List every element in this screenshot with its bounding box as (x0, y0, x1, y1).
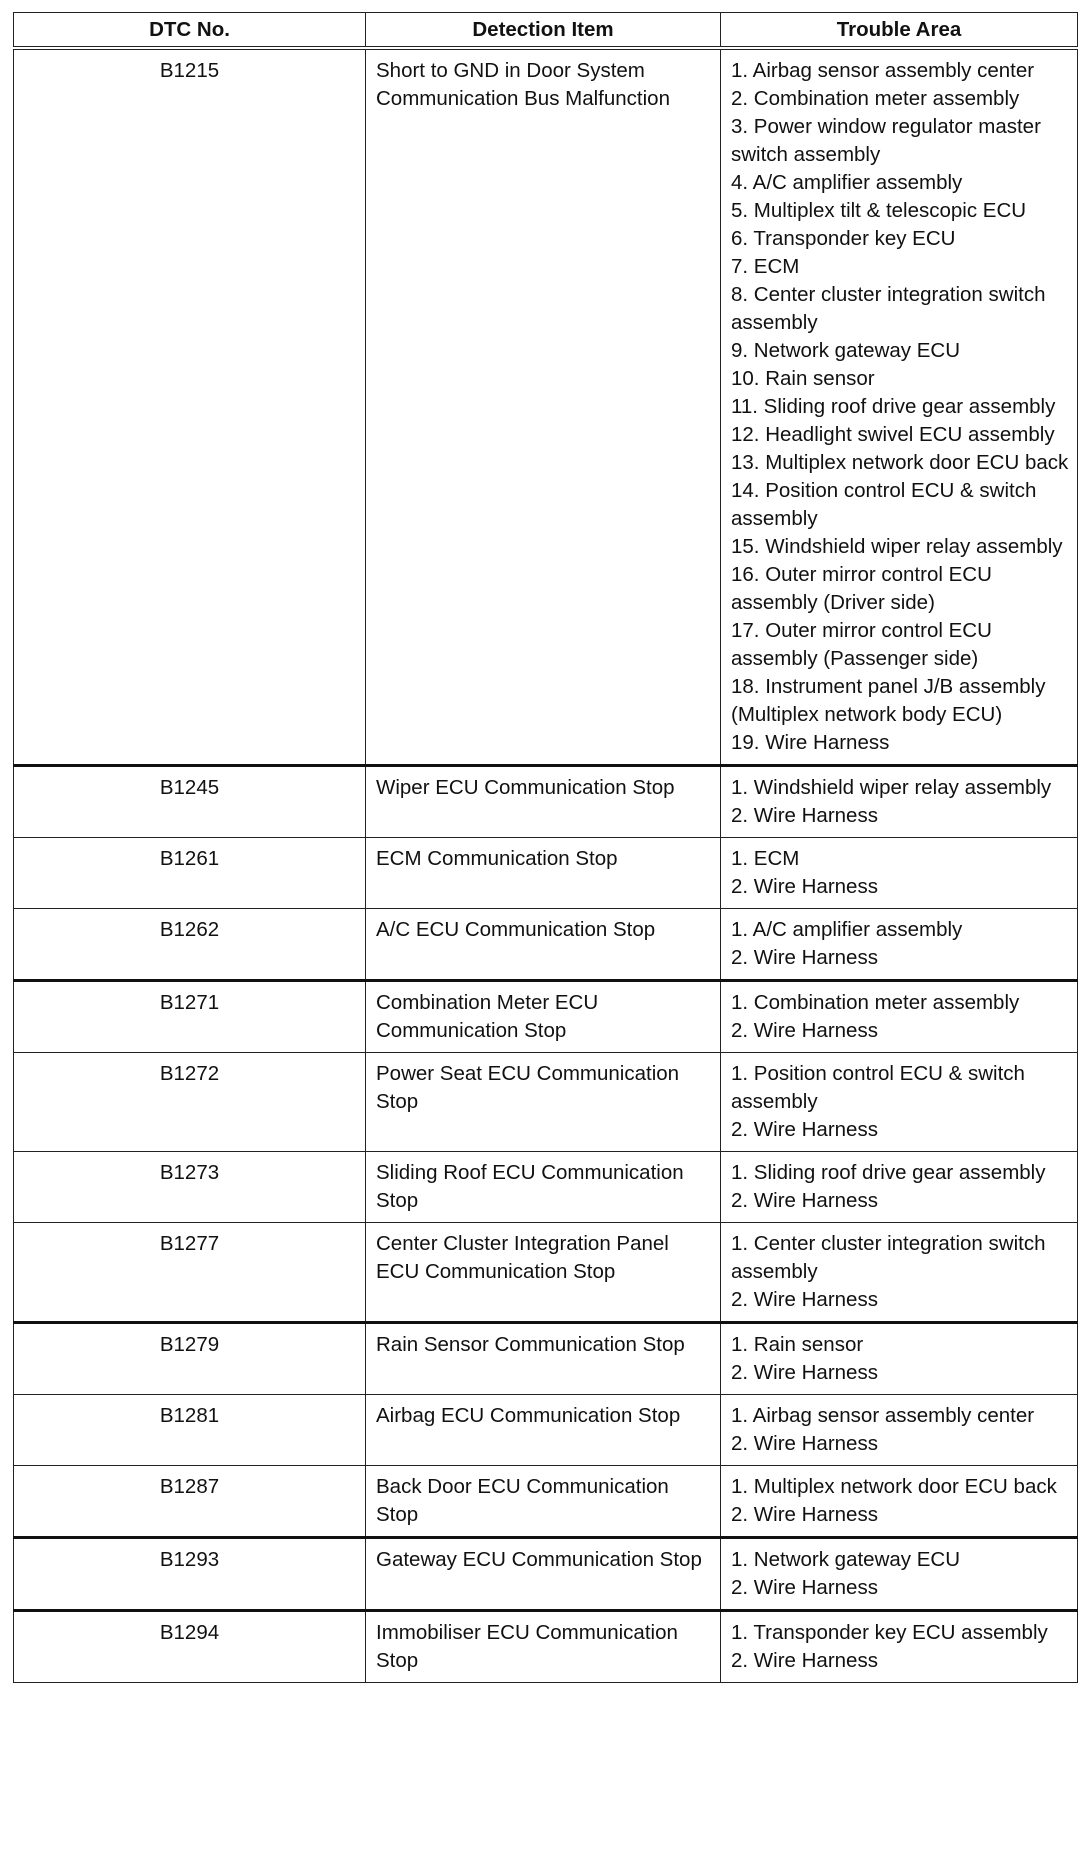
trouble-area-item: 1. Airbag sensor assembly center (731, 1404, 1035, 1427)
trouble-area-item: 2. Wire Harness (731, 1288, 878, 1311)
trouble-area-item: 1. Rain sensor (731, 1333, 864, 1356)
dtc-table-container (13, 12, 1077, 1683)
trouble-area-cell (721, 1395, 1078, 1466)
dtc-code-cell: B1273 (14, 1152, 366, 1223)
trouble-area-item: 1. Combination meter assembly (731, 991, 1020, 1014)
trouble-area-item: 11. Sliding roof drive gear assembly (731, 395, 1056, 418)
table-row (14, 1395, 1078, 1466)
dtc-code-cell: B1245 (14, 766, 366, 838)
dtc-code-cell: B1277 (14, 1223, 366, 1323)
trouble-area-item: 1. Position control ECU & switch assembly (731, 1062, 1025, 1113)
detection-item-cell: Short to GND in Door System Communication Bus Malfunction (366, 48, 721, 766)
trouble-area-item: 1. Sliding roof drive gear assembly (731, 1161, 1046, 1184)
table-row (14, 48, 1078, 766)
detection-item-cell: Immobiliser ECU Communication Stop (366, 1611, 721, 1683)
trouble-area-cell (721, 48, 1078, 766)
trouble-area-item: 2. Wire Harness (731, 946, 878, 969)
detection-item-cell: Back Door ECU Communication Stop (366, 1466, 721, 1538)
trouble-area-cell (721, 1538, 1078, 1611)
trouble-area-item: 8. Center cluster integration switch assembly (731, 283, 1046, 334)
trouble-area-item: 2. Wire Harness (731, 875, 878, 898)
table-row (14, 1323, 1078, 1395)
table-row (14, 1466, 1078, 1538)
dtc-code-cell: B1262 (14, 909, 366, 981)
trouble-area-cell (721, 1223, 1078, 1323)
table-row (14, 766, 1078, 838)
detection-item-cell: Sliding Roof ECU Communication Stop (366, 1152, 721, 1223)
trouble-area-item: 18. Instrument panel J/B assembly (Multiplex network body ECU) (731, 675, 1046, 726)
trouble-area-cell (721, 1611, 1078, 1683)
detection-item-cell: Gateway ECU Communication Stop (366, 1538, 721, 1611)
trouble-area-item: 2. Wire Harness (731, 1503, 878, 1526)
trouble-area-item: 6. Transponder key ECU (731, 227, 956, 250)
header-trouble-area: Trouble Area (721, 13, 1078, 49)
detection-item-cell: Airbag ECU Communication Stop (366, 1395, 721, 1466)
trouble-area-item: 3. Power window regulator master switch assembly (731, 115, 1041, 166)
trouble-area-cell (721, 981, 1078, 1053)
trouble-area-item: 5. Multiplex tilt & telescopic ECU (731, 199, 1027, 222)
trouble-area-item: 2. Wire Harness (731, 1019, 878, 1042)
detection-item-cell: Wiper ECU Communication Stop (366, 766, 721, 838)
table-row (14, 1538, 1078, 1611)
trouble-area-item: 1. Center cluster integration switch assembly (731, 1232, 1046, 1283)
detection-item-cell: A/C ECU Communication Stop (366, 909, 721, 981)
trouble-area-cell (721, 1466, 1078, 1538)
dtc-code-cell: B1261 (14, 838, 366, 909)
dtc-code-cell: B1279 (14, 1323, 366, 1395)
detection-item-cell: Center Cluster Integration Panel ECU Communication Stop (366, 1223, 721, 1323)
trouble-area-item: 19. Wire Harness (731, 731, 890, 754)
table-row (14, 909, 1078, 981)
header-detection-item: Detection Item (366, 13, 721, 49)
detection-item-cell: Rain Sensor Communication Stop (366, 1323, 721, 1395)
dtc-code-cell: B1287 (14, 1466, 366, 1538)
dtc-code-cell: B1271 (14, 981, 366, 1053)
trouble-area-cell (721, 909, 1078, 981)
trouble-area-item: 1. Multiplex network door ECU back (731, 1475, 1057, 1498)
dtc-code-cell: B1215 (14, 48, 366, 766)
table-row (14, 1223, 1078, 1323)
trouble-area-item: 2. Wire Harness (731, 1576, 878, 1599)
trouble-area-item: 7. ECM (731, 255, 800, 278)
trouble-area-item: 12. Headlight swivel ECU assembly (731, 423, 1055, 446)
trouble-area-item: 16. Outer mirror control ECU assembly (Driver side) (731, 563, 992, 614)
trouble-area-item: 2. Wire Harness (731, 1118, 878, 1141)
trouble-area-item: 1. Network gateway ECU (731, 1548, 961, 1571)
trouble-area-item: 2. Wire Harness (731, 1432, 878, 1455)
trouble-area-item: 15. Windshield wiper relay assembly (731, 535, 1063, 558)
trouble-area-item: 13. Multiplex network door ECU back (731, 451, 1069, 474)
table-row (14, 1611, 1078, 1683)
trouble-area-cell (721, 1152, 1078, 1223)
detection-item-cell: Combination Meter ECU Communication Stop (366, 981, 721, 1053)
header-dtc-no: DTC No. (14, 13, 366, 49)
trouble-area-item: 1. ECM (731, 847, 800, 870)
detection-item-cell: ECM Communication Stop (366, 838, 721, 909)
trouble-area-cell (721, 1323, 1078, 1395)
table-body (14, 48, 1078, 1683)
dtc-code-cell: B1293 (14, 1538, 366, 1611)
trouble-area-item: 9. Network gateway ECU (731, 339, 961, 362)
detection-item-cell: Power Seat ECU Communication Stop (366, 1053, 721, 1152)
trouble-area-item: 14. Position control ECU & switch assembly (731, 479, 1037, 530)
trouble-area-item: 1. Airbag sensor assembly center (731, 59, 1035, 82)
trouble-area-item: 1. Windshield wiper relay assembly (731, 776, 1052, 799)
trouble-area-cell (721, 838, 1078, 909)
trouble-area-cell (721, 766, 1078, 838)
trouble-area-item: 2. Wire Harness (731, 1189, 878, 1212)
dtc-code-cell: B1281 (14, 1395, 366, 1466)
table-row (14, 1053, 1078, 1152)
table-row (14, 838, 1078, 909)
trouble-area-item: 2. Wire Harness (731, 1649, 878, 1672)
trouble-area-item: 1. A/C amplifier assembly (731, 918, 963, 941)
trouble-area-item: 2. Wire Harness (731, 1361, 878, 1384)
trouble-area-item: 4. A/C amplifier assembly (731, 171, 963, 194)
table-row (14, 981, 1078, 1053)
trouble-area-item: 1. Transponder key ECU assembly (731, 1621, 1048, 1644)
dtc-table (13, 12, 1078, 1683)
trouble-area-item: 17. Outer mirror control ECU assembly (Passenger side) (731, 619, 992, 670)
trouble-area-item: 2. Combination meter assembly (731, 87, 1020, 110)
trouble-area-item: 2. Wire Harness (731, 804, 878, 827)
trouble-area-item: 10. Rain sensor (731, 367, 875, 390)
table-row (14, 1152, 1078, 1223)
trouble-area-cell (721, 1053, 1078, 1152)
dtc-code-cell: B1294 (14, 1611, 366, 1683)
dtc-code-cell: B1272 (14, 1053, 366, 1152)
table-header-row (14, 13, 1078, 49)
